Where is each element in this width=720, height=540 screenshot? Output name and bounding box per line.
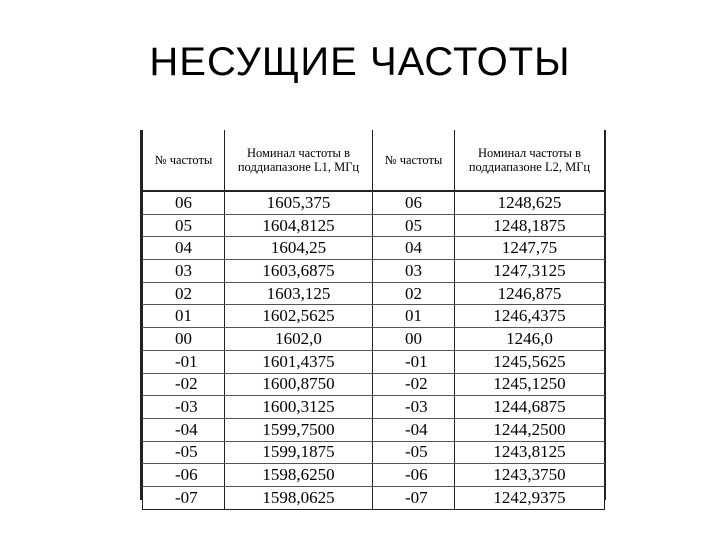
cell-frequency-l1: 1600,8750 [225,373,373,396]
cell-channel-l1: 00 [143,328,225,351]
cell-frequency-l1: 1604,25 [225,237,373,260]
cell-channel-l1: -03 [143,396,225,419]
cell-channel-l2: -02 [373,373,455,396]
cell-frequency-l2: 1242,9375 [455,486,605,509]
cell-frequency-l1: 1600,3125 [225,396,373,419]
cell-channel-l2: 05 [373,214,455,237]
table-row [143,350,605,373]
header-frequency-l2: Номинал частоты в поддиапазоне L2, МГц [455,130,605,191]
cell-channel-l1: 06 [143,191,225,214]
cell-frequency-l2: 1248,625 [455,191,605,214]
cell-frequency-l1: 1599,7500 [225,418,373,441]
cell-channel-l1: 02 [143,282,225,305]
cell-channel-l2: 06 [373,191,455,214]
table-row [143,191,605,214]
header-channel-l2: № частоты [373,130,455,191]
cell-channel-l2: -04 [373,418,455,441]
table-row [143,418,605,441]
table-row [143,305,605,328]
cell-frequency-l1: 1602,0 [225,328,373,351]
table-row [143,237,605,260]
cell-channel-l1: -06 [143,464,225,487]
cell-channel-l2: -01 [373,350,455,373]
cell-channel-l2: 01 [373,305,455,328]
cell-channel-l2: 04 [373,237,455,260]
frequency-table-frame [140,130,606,507]
header-frequency-l1: Номинал частоты в поддиапазоне L1, МГц [225,130,373,191]
cell-frequency-l1: 1605,375 [225,191,373,214]
cell-frequency-l2: 1247,3125 [455,260,605,283]
frequency-table [142,130,605,510]
cell-frequency-l2: 1245,1250 [455,373,605,396]
cell-frequency-l2: 1246,0 [455,328,605,351]
cell-channel-l1: 03 [143,260,225,283]
cell-channel-l1: 04 [143,237,225,260]
cell-channel-l2: -06 [373,464,455,487]
table-row [143,441,605,464]
cell-frequency-l2: 1243,8125 [455,441,605,464]
cell-frequency-l2: 1247,75 [455,237,605,260]
cell-frequency-l1: 1603,6875 [225,260,373,283]
cell-frequency-l2: 1244,2500 [455,418,605,441]
cell-channel-l1: 05 [143,214,225,237]
cell-channel-l2: -05 [373,441,455,464]
table-row [143,328,605,351]
cell-channel-l2: 03 [373,260,455,283]
table-header-row [143,130,605,191]
cell-channel-l2: -07 [373,486,455,509]
cell-frequency-l2: 1248,1875 [455,214,605,237]
table-row [143,373,605,396]
cell-frequency-l1: 1602,5625 [225,305,373,328]
cell-channel-l1: -02 [143,373,225,396]
cell-channel-l1: 01 [143,305,225,328]
table-row [143,486,605,509]
cell-channel-l1: -05 [143,441,225,464]
cell-frequency-l1: 1598,6250 [225,464,373,487]
cell-frequency-l2: 1246,875 [455,282,605,305]
cell-channel-l2: 00 [373,328,455,351]
table-row [143,282,605,305]
cell-frequency-l1: 1603,125 [225,282,373,305]
cell-channel-l1: -01 [143,350,225,373]
table-row [143,214,605,237]
cell-channel-l2: -03 [373,396,455,419]
header-channel-l1: № частоты [143,130,225,191]
cell-frequency-l1: 1599,1875 [225,441,373,464]
cell-channel-l1: -07 [143,486,225,509]
cell-frequency-l2: 1244,6875 [455,396,605,419]
cell-frequency-l2: 1243,3750 [455,464,605,487]
cell-channel-l1: -04 [143,418,225,441]
table-row [143,464,605,487]
cell-frequency-l2: 1245,5625 [455,350,605,373]
cell-frequency-l2: 1246,4375 [455,305,605,328]
table-body [143,191,605,509]
cell-frequency-l1: 1604,8125 [225,214,373,237]
cell-channel-l2: 02 [373,282,455,305]
cell-frequency-l1: 1601,4375 [225,350,373,373]
cell-frequency-l1: 1598,0625 [225,486,373,509]
table-row [143,260,605,283]
page-title: НЕСУЩИЕ ЧАСТОТЫ [149,40,571,84]
table-row [143,396,605,419]
